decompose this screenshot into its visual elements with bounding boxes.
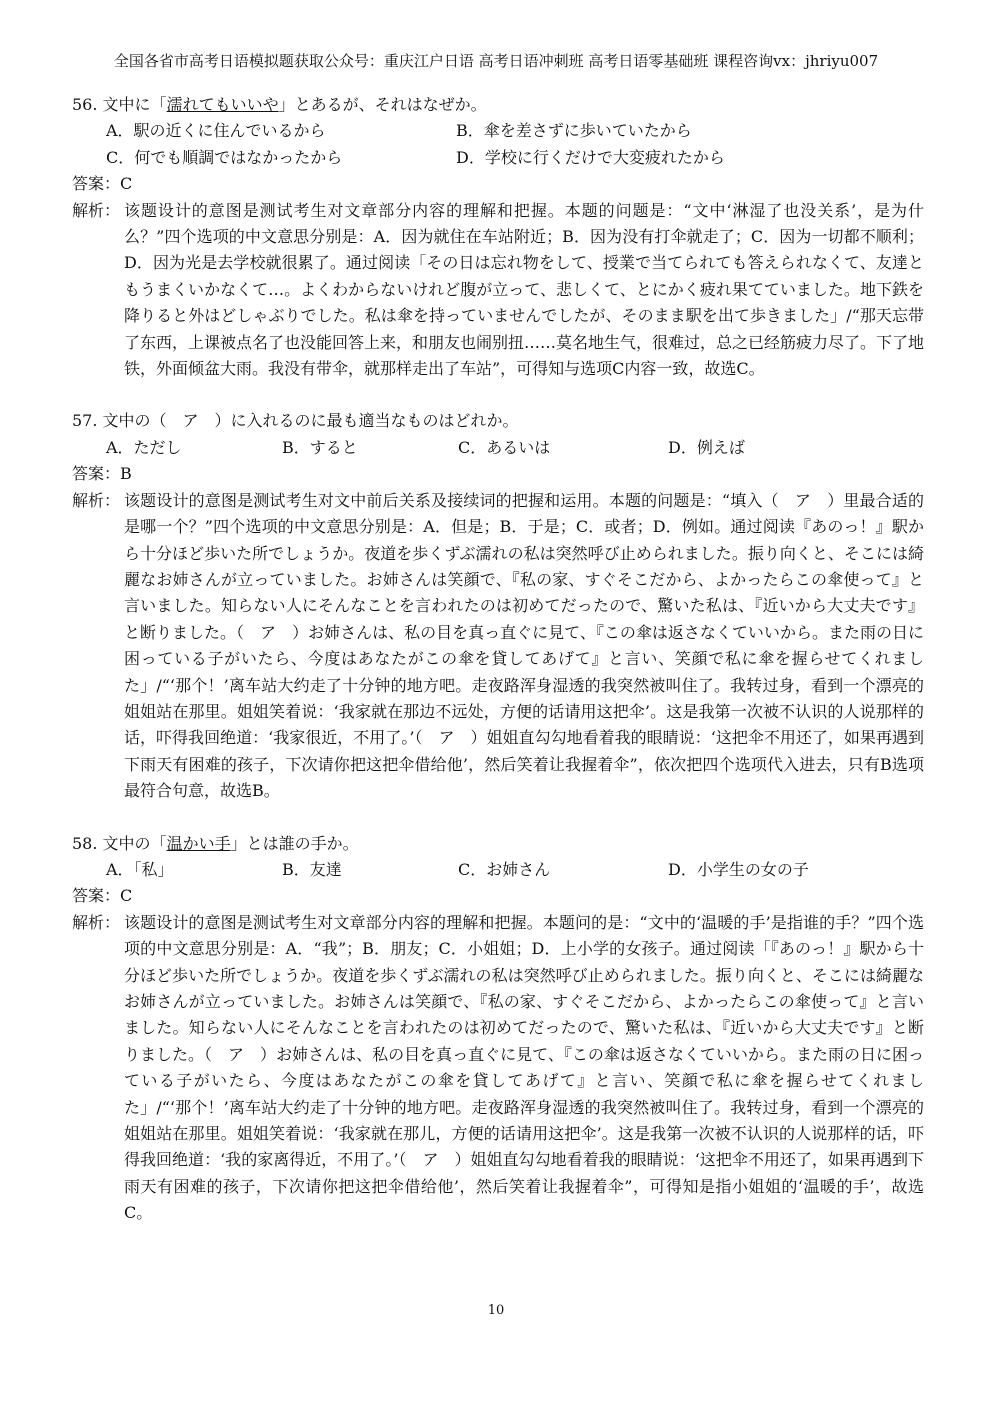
options-row xyxy=(106,435,924,461)
explanation xyxy=(72,910,924,1227)
question-57 xyxy=(72,408,924,804)
stem-text-end: 」とあるが、それはなぜか。 xyxy=(278,95,487,114)
option-c: C．何でも順調ではなかったから xyxy=(106,147,343,167)
page-content xyxy=(72,92,924,1227)
option-a: A．ただし xyxy=(106,437,182,457)
options-row xyxy=(106,857,924,883)
question-number: 57. xyxy=(72,411,98,431)
spacer xyxy=(72,382,924,408)
explanation-label: 解析： xyxy=(72,490,121,510)
stem-text: 文中の「 xyxy=(102,833,167,853)
answer-line: 答案：B xyxy=(72,464,132,484)
stem-text: 文中に「 xyxy=(102,95,167,114)
question-stem xyxy=(72,92,924,118)
question-58 xyxy=(72,831,924,1227)
option-d: D．例えば xyxy=(668,437,745,457)
explanation xyxy=(72,488,924,805)
explanation-label: 解析： xyxy=(72,200,121,220)
option-c: C．あるいは xyxy=(458,437,551,457)
explanation-label: 解析： xyxy=(72,912,121,932)
option-c: C．お姉さん xyxy=(458,859,551,879)
question-stem xyxy=(72,831,924,857)
stem-text-end: 」とは誰の手か。 xyxy=(230,833,359,853)
question-number: 56. xyxy=(72,95,98,114)
spacer xyxy=(72,805,924,831)
question-56 xyxy=(72,92,924,382)
option-a: A．駅の近くに住んでいるから xyxy=(106,121,326,141)
options-row xyxy=(106,145,924,171)
explanation-text: 该题设计的意图是测试考生对文章部分内容的理解和把握。本题的问题是：“文中‘淋湿了也没关系’，是为什么？”四个选项的中文意思分别是：A．因为就住在车站附近；B．因为没有打伞就走了；C．因为一切都不顺利；D．因为光是去学校就很累了。通过阅读「その日は忘れ物をして、授業で当てられても答えられなくて、友達ともうまくいかなくて…。よくわからないけれど腹が立って、悲しくて、とにかく疲れ果てていました。地下鉄を降りると外はどしゃぶりでした。私は傘を持っていませんでしたが、そのまま駅を出て歩きました」/“那天忘带了东西，上课被点名了也没能回答上来，和朋友也闹别扭……莫名地生气，很难过，总之已经筋疲力尽了。下了地铁，外面倾盆大雨。我没有带伞，就那样走出了车站”，可得知与选项C内容一致，故选C。 xyxy=(124,200,925,379)
page-header: 全国各省市高考日语模拟题获取公众号：重庆江户日语 高考日语冲刺班 高考日语零基础班 课程咨询vx：jhriyu007 xyxy=(113,52,879,70)
page-number: 10 xyxy=(487,1303,505,1318)
answer-line: 答案：C xyxy=(72,174,133,194)
underlined-phrase: 濡れてもいいや xyxy=(166,95,279,114)
stem-text: 文中の（ ア ）に入れるのに最も適当なものはどれか。 xyxy=(102,411,519,431)
option-b: B．友達 xyxy=(282,859,342,879)
underlined-phrase: 温かい手 xyxy=(166,833,231,853)
explanation-text: 该题设计的意图是测试考生对文章部分内容的理解和把握。本题问的是：“文中的‘温暖的手’是指谁的手？”四个选项的中文意思分别是：A．“我”；B．朋友；C．小姐姐；D．上小学的女孩子。通过阅读「『あのっ！』駅から十分ほど歩いた所でしょうか。夜道を歩くずぶ濡れの私は突然呼び止められました。振り向くと、そこには綺麗なお姉さんが立っていました。お姉さんは笑顔で、『私の家、すぐそこだから、よかったらこの傘使って』と言いました。知らない人にそんなことを言われたのは初めてだったので、驚いた私は、『近いから大丈夫です』と断りました。（ ア ）お姉さんは、私の目を真っ直ぐに見て、『この傘は返さなくていいから。また雨の日に困っている子がいたら、今度はあなたがこの傘を貸してあげて』と言い、笑顔で私に傘を握らせてくれました」/“‘那个！’离车站大约走了十分钟的地方吧。走夜路浑身湿透的我突然被叫住了。我转过身，看到一个漂亮的姐姐站在那里。姐姐笑着说：‘我家就在那儿，方便的话请用这把伞’。这是我第一次被不认识的人说那样的话，吓得我回绝道：‘我的家离得近，不用了。’（ ア ）姐姐直勾勾地看着我的眼睛说：‘这把伞不用还了，如果再遇到下雨天有困难的孩子，下次请你把这把伞借给他’，然后笑着让我握着伞”，可得知是指小姐姐的‘温暖的手’，故选C。 xyxy=(124,912,924,1223)
options-row xyxy=(106,118,924,144)
answer-line: 答案：C xyxy=(72,886,133,906)
explanation xyxy=(72,198,924,383)
question-stem xyxy=(72,408,924,434)
option-b: B．すると xyxy=(282,437,358,457)
option-b: B．傘を差さずに歩いていたから xyxy=(456,121,692,141)
option-a: A．「私」 xyxy=(106,859,174,879)
question-number: 58. xyxy=(72,833,98,853)
option-d: D．学校に行くだけで大変疲れたから xyxy=(456,147,725,167)
option-d: D．小学生の女の子 xyxy=(668,859,809,879)
explanation-text: 该题设计的意图是测试考生对文中前后关系及接续词的把握和运用。本题的问题是：“填入（ ア ）里最合适的是哪一个？”四个选项的中文意思分别是：A．但是；B．于是；C．或者；D．例如。通过阅读『あのっ！』駅から十分ほど歩いた所でしょうか。夜道を歩くずぶ濡れの私は突然呼び止められました。振り向くと、そこには綺麗なお姉さんが立っていました。お姉さんは笑顔で、『私の家、すぐそこだから、よかったらこの傘使って』と言いました。知らない人にそんなことを言われたのは初めてだったので、驚いた私は、『近いから大丈夫です』と断りました。（ ア ）お姉さんは、私の目を真っ直ぐに見て、『この傘は返さなくていいから。また雨の日に困っている子がいたら、今度はあなたがこの傘を貸してあげて』と言い、笑顔で私に傘を握らせてくれました」/“‘那个！’离车站大约走了十分钟的地方吧。走夜路浑身湿透的我突然被叫住了。我转过身，看到一个漂亮的姐姐站在那里。姐姐笑着说：‘我家就在那边不远处，方便的话请用这把伞’。这是我第一次被不认识的人说那样的话，吓得我回绝道：‘我家很近，不用了。’（ ア ）姐姐直勾勾地看着我的眼睛说：‘这把伞不用还了，如果再遇到下雨天有困难的孩子，下次请你把这把伞借给他’，然后笑着让我握着伞”，依次把四个选项代入进去，只有B选项最符合句意，故选B。 xyxy=(124,490,924,801)
